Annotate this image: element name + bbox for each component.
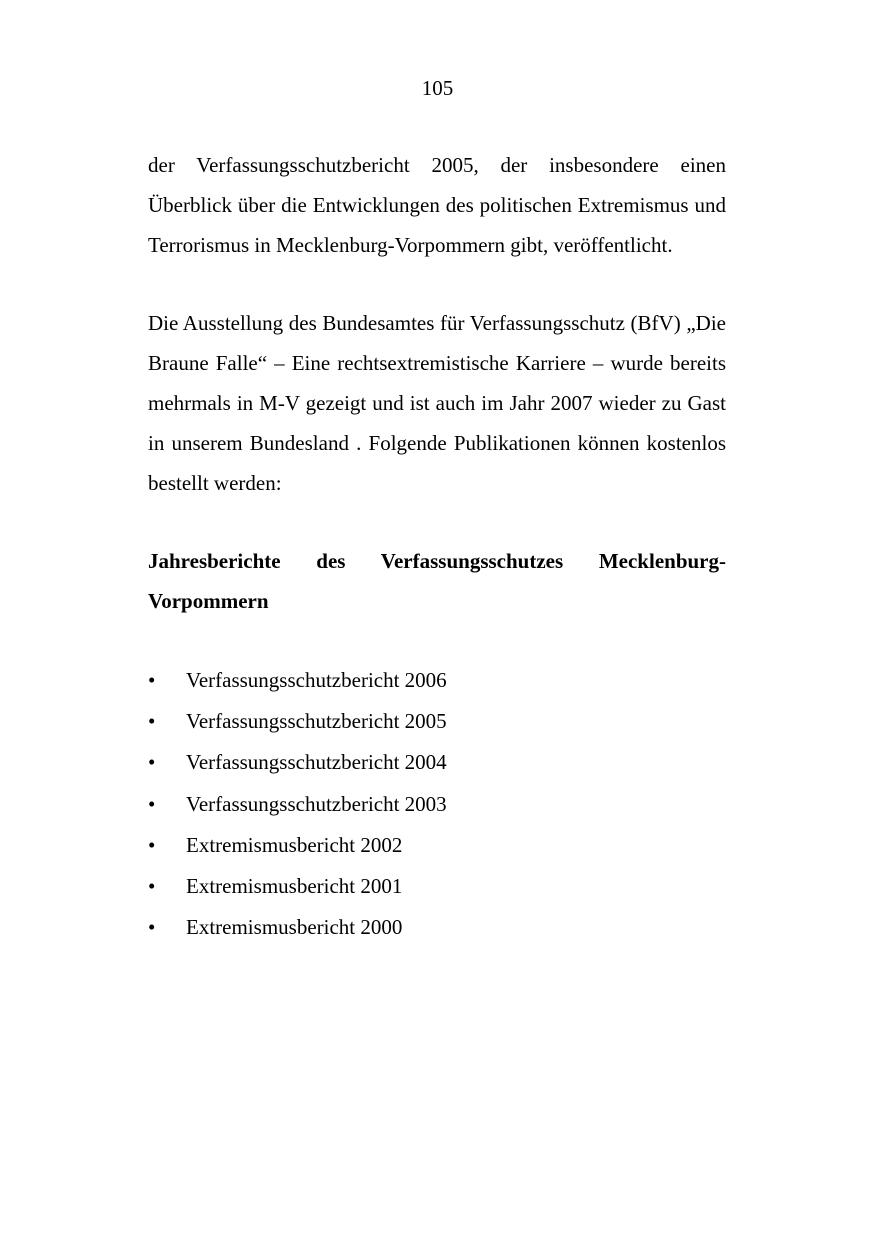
bullet-icon: •: [148, 791, 156, 816]
list-item: [148, 866, 726, 907]
publication-title: Extremismusbericht 2002: [186, 832, 403, 857]
bullet-icon: •: [148, 750, 156, 775]
bullet-icon: •: [148, 709, 156, 734]
list-item: [148, 660, 726, 701]
section-heading: Jahresberichte des Verfassungsschutzes Mecklenburg-Vorpommern: [148, 549, 726, 613]
bullet-icon: •: [148, 668, 156, 692]
publication-title: Verfassungsschutzbericht 2006: [186, 668, 447, 692]
bullet-icon: •: [148, 915, 156, 940]
paragraph-ausstellung: Die Ausstellung des Bundesamtes für Verfassungsschutz (BfV) „Die Braune Falle“ – Eine rechtsextremistische Karriere – wurde bereits mehrmals in M-V gezeigt und ist auch im Jahr 2007 wieder zu Gast in unserem Bundesland . Folgende Publikationen können kostenlos bestellt werden:: [148, 311, 726, 495]
publication-title: Extremismusbericht 2000: [186, 915, 403, 940]
publication-title: Verfassungsschutzbericht 2005: [186, 709, 447, 734]
list-item: [148, 784, 726, 825]
paragraph-verfassungsschutzbericht: der Verfassungsschutzbericht 2005, der insbesondere einen Überblick über die Entwicklungen des politischen Extremismus und Terrorismus in Mecklenburg-Vorpommern gibt, veröffentlicht.: [148, 153, 726, 257]
bullet-icon: •: [148, 832, 156, 857]
list-item: [148, 825, 726, 866]
publication-title: Verfassungsschutzbericht 2003: [186, 791, 447, 816]
document-body: [148, 145, 726, 948]
publication-title: Verfassungsschutzbericht 2004: [186, 750, 447, 775]
bullet-icon: •: [148, 873, 156, 898]
list-item: [148, 742, 726, 783]
publication-list: [148, 660, 726, 948]
list-item: [148, 701, 726, 742]
list-item: [148, 907, 726, 948]
publication-title: Extremismusbericht 2001: [186, 873, 403, 898]
page-number: 105: [421, 76, 454, 100]
